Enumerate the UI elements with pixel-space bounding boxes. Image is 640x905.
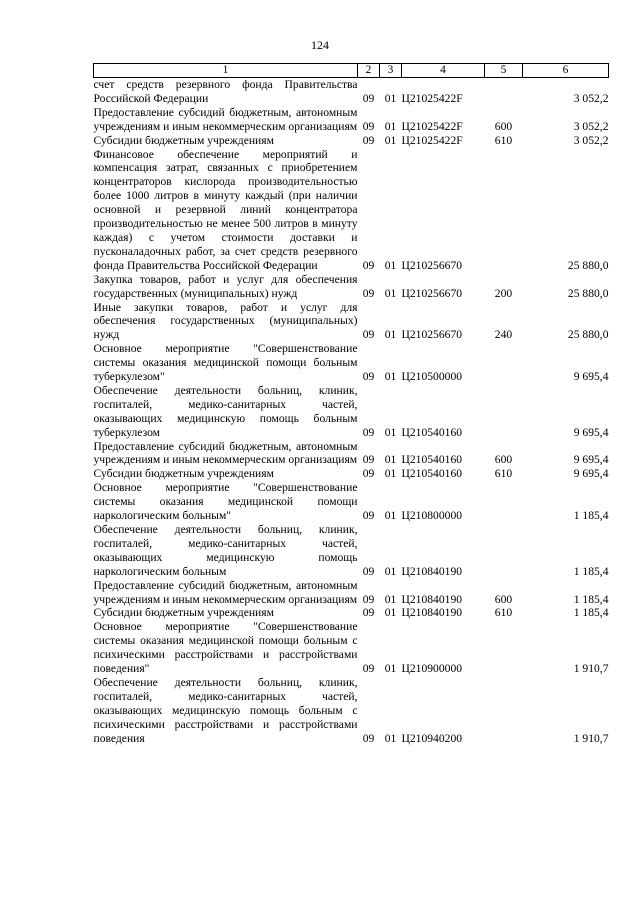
- amount: 9 695,4: [573, 370, 609, 384]
- column-header: 6: [523, 64, 609, 78]
- table-row: [94, 606, 609, 620]
- column-header: 5: [485, 64, 523, 78]
- section-code: 09: [362, 370, 375, 384]
- table-row: [94, 384, 609, 440]
- column-header: 1: [94, 64, 358, 78]
- row-name: счет средств резервного фонда Правительства Российской Федерации: [93, 78, 358, 105]
- expense-type-code: 610: [494, 467, 513, 481]
- subsection-code: 01: [384, 370, 397, 384]
- row-name: Предоставление субсидий бюджетным, автономным учреждениям и иным некоммерческим организациям: [93, 105, 358, 133]
- section-code: 09: [362, 91, 375, 105]
- target-article-code: Ц210540160: [401, 453, 463, 467]
- section-code: 09: [362, 328, 375, 342]
- row-name: Обеспечение деятельности больниц, клиник, госпиталей, медико-санитарных частей, оказывающих медицинскую помощь наркологическим больным: [93, 523, 358, 578]
- amount: 25 880,0: [567, 328, 609, 342]
- table-row: [94, 523, 609, 579]
- target-article-code: Ц210500000: [401, 370, 463, 384]
- amount: 25 880,0: [567, 258, 609, 272]
- subsection-code: 01: [384, 133, 397, 147]
- subsection-code: 01: [384, 286, 397, 300]
- amount: 9 695,4: [573, 453, 609, 467]
- section-code: 09: [362, 453, 375, 467]
- expense-type-code: 610: [494, 606, 513, 620]
- row-name: Субсидии бюджетным учреждениям: [93, 606, 274, 620]
- subsection-code: 01: [384, 258, 397, 272]
- row-name: Обеспечение деятельности больниц, клиник, госпиталей, медико-санитарных частей, оказывающих медицинскую помощь больным с психическими расстройствами и расстройствами поведения: [93, 675, 358, 745]
- expense-type-code: 600: [494, 592, 513, 606]
- amount: 1 910,7: [573, 731, 609, 745]
- amount: 9 695,4: [573, 425, 609, 439]
- subsection-code: 01: [384, 91, 397, 105]
- expense-type-code: 610: [494, 133, 513, 147]
- page-number: 124: [311, 38, 329, 52]
- subsection-code: 01: [384, 662, 397, 676]
- section-code: 09: [362, 731, 375, 745]
- target-article-code: Ц210256670: [401, 328, 463, 342]
- target-article-code: Ц21025422F: [401, 133, 463, 147]
- amount: 1 910,7: [573, 662, 609, 676]
- table-row: [94, 148, 609, 273]
- row-name: Основное мероприятие "Совершенствование системы оказания медицинской помощи больным туберкулезом": [93, 342, 358, 384]
- expense-type-code: [485, 384, 523, 440]
- row-name: Закупка товаров, работ и услуг для обеспечения государственных (муниципальных) нужд: [93, 272, 358, 300]
- section-code: 09: [362, 564, 375, 578]
- subsection-code: 01: [384, 606, 397, 620]
- subsection-code: 01: [384, 509, 397, 523]
- section-code: 09: [362, 662, 375, 676]
- target-article-code: Ц210940200: [401, 731, 463, 745]
- target-article-code: Ц210800000: [401, 509, 463, 523]
- target-article-code: Ц210256670: [401, 286, 463, 300]
- amount: 1 185,4: [573, 564, 609, 578]
- amount: 25 880,0: [567, 286, 609, 300]
- row-name: Основное мероприятие "Совершенствование системы оказания медицинской помощи больным с психическими расстройствами и расстройствами поведения": [93, 620, 358, 676]
- section-code: 09: [362, 592, 375, 606]
- row-name: Субсидии бюджетным учреждениям: [93, 133, 274, 147]
- subsection-code: 01: [384, 731, 397, 745]
- target-article-code: Ц210540160: [401, 467, 463, 481]
- expense-type-code: [485, 481, 523, 523]
- table-row: [94, 440, 609, 468]
- expense-type-code: 600: [494, 453, 513, 467]
- column-header: 2: [358, 64, 380, 78]
- expense-type-code: 600: [494, 119, 513, 133]
- amount: 1 185,4: [573, 509, 609, 523]
- target-article-code: Ц21025422F: [401, 91, 463, 105]
- expense-type-code: [485, 523, 523, 579]
- table-row: [94, 579, 609, 607]
- row-name: Основное мероприятие "Совершенствование системы оказания медицинской помощи наркологическим больным": [93, 481, 358, 523]
- expense-type-code: [485, 620, 523, 676]
- amount: 3 052,2: [573, 91, 609, 105]
- amount: 3 052,2: [573, 133, 609, 147]
- row-name: Финансовое обеспечение мероприятий и компенсация затрат, связанных с приобретением концентраторов кислорода производительностью более 1000 литров в минуту каждый (при наличии основной и резервной линий концентратора производительностью не менее 500 литров в минуту каждая) с учетом стоимости доставки и пусконаладочных работ, за счет средств резервного фонда Правительства Российской Федерации: [93, 147, 358, 272]
- amount: 1 185,4: [573, 606, 609, 620]
- target-article-code: Ц210256670: [401, 258, 463, 272]
- target-article-code: Ц210840190: [401, 606, 463, 620]
- target-article-code: Ц210840190: [401, 564, 463, 578]
- row-name: Предоставление субсидий бюджетным, автономным учреждениям и иным некоммерческим организациям: [93, 439, 358, 467]
- section-code: 09: [362, 509, 375, 523]
- amount: 9 695,4: [573, 467, 609, 481]
- target-article-code: Ц210840190: [401, 592, 463, 606]
- budget-table: [93, 63, 609, 746]
- expense-type-code: [485, 78, 523, 106]
- expense-type-code: [485, 148, 523, 273]
- subsection-code: 01: [384, 453, 397, 467]
- table-header-row: [94, 64, 609, 78]
- section-code: 09: [362, 119, 375, 133]
- expense-type-code: [485, 676, 523, 746]
- section-code: 09: [362, 286, 375, 300]
- table-row: [94, 134, 609, 148]
- table-body: [94, 78, 609, 746]
- table-row: [94, 273, 609, 301]
- target-article-code: Ц21025422F: [401, 119, 463, 133]
- subsection-code: 01: [384, 425, 397, 439]
- table-row: [94, 620, 609, 676]
- amount: 3 052,2: [573, 119, 609, 133]
- column-header: 3: [380, 64, 402, 78]
- subsection-code: 01: [384, 119, 397, 133]
- row-name: Обеспечение деятельности больниц, клиник, госпиталей, медико-санитарных частей, оказывающих медицинскую помощь больным туберкулезом: [93, 383, 358, 439]
- row-name: Предоставление субсидий бюджетным, автономным учреждениям и иным некоммерческим организациям: [93, 578, 358, 606]
- amount: 1 185,4: [573, 592, 609, 606]
- expense-type-code: [485, 342, 523, 384]
- section-code: 09: [362, 258, 375, 272]
- table-row: [94, 467, 609, 481]
- table-row: [94, 106, 609, 134]
- table-row: [94, 78, 609, 106]
- subsection-code: 01: [384, 328, 397, 342]
- row-name: Иные закупки товаров, работ и услуг для обеспечения государственных (муниципальных) нужд: [93, 300, 358, 342]
- subsection-code: 01: [384, 564, 397, 578]
- expense-type-code: 200: [494, 286, 513, 300]
- subsection-code: 01: [384, 592, 397, 606]
- section-code: 09: [362, 133, 375, 147]
- table-row: [94, 301, 609, 343]
- section-code: 09: [362, 467, 375, 481]
- table-row: [94, 481, 609, 523]
- expense-type-code: 240: [494, 328, 513, 342]
- table-row: [94, 342, 609, 384]
- section-code: 09: [362, 425, 375, 439]
- subsection-code: 01: [384, 467, 397, 481]
- target-article-code: Ц210900000: [401, 662, 463, 676]
- table-row: [94, 676, 609, 746]
- section-code: 09: [362, 606, 375, 620]
- row-name: Субсидии бюджетным учреждениям: [93, 467, 274, 481]
- column-header: 4: [402, 64, 485, 78]
- target-article-code: Ц210540160: [401, 425, 463, 439]
